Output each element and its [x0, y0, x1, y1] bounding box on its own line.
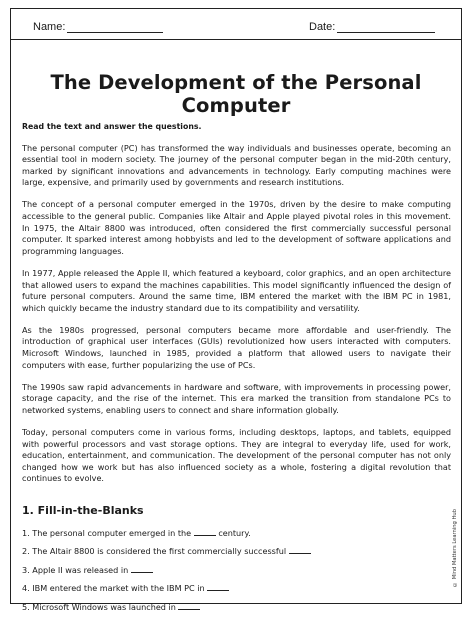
question-text: 5. Microsoft Windows was launched in: [22, 601, 176, 612]
question-4: [22, 583, 451, 595]
paragraph-2: The concept of a personal computer emerged in the 1970s, driven by the desire to make computing accessible to the general public. Companies like Altair and Apple played pivotal roles in this movement. In 1975, the Altair 8800 was introduced, often considered the first commercially successful personal computer. It sparked interest among hobbyists and led to the development of software applications and programming languages.: [22, 199, 451, 256]
section-title: 1. Fill-in-the-Blanks: [22, 503, 144, 517]
paragraph-4: As the 1980s progressed, personal computers became more affordable and user-friendly. The introduction of graphical user interfaces (GUIs) revolutionized how users interacted with computers. Microsoft Windows, launched in 1985, provided a platform that allowed users to navigate their computers with ease, further popularizing the use of PCs.: [22, 324, 451, 370]
question-2: [22, 546, 451, 558]
date-label: Date:: [309, 21, 336, 33]
question-text: 2. The Altair 8800 is considered the first commercially successful: [22, 546, 287, 557]
question-suffix: century.: [218, 527, 251, 538]
answer-blank[interactable]: [289, 546, 311, 554]
copyright-notice: © Mind Matters Learning Hub: [452, 509, 458, 587]
question-text: 4. IBM entered the market with the IBM PC in: [22, 583, 205, 594]
date-line[interactable]: [337, 20, 435, 33]
question-5: [22, 602, 451, 614]
paragraph-3: In 1977, Apple released the Apple II, which featured a keyboard, color graphics, and an open architecture that allowed users to expand the machines capabilities. This model significantly influenced the design of future personal computers. Around the same time, IBM entered the market with the IBM PC in 1981, which quickly became the industry standard due to its compatibility and versatility.: [22, 267, 451, 313]
question-1: [22, 528, 451, 540]
question-text: 3. Apple II was released in: [22, 564, 129, 575]
paragraph-6: Today, personal computers come in various forms, including desktops, laptops, and tablets, equipped with powerful processors and vast storage options. They are integral to everyday life, used for work, education, entertainment, and communication. The development of the personal computer has not only changed how we work but has also influenced society as a whole, fostering a digital revolution that continues to evolve.: [22, 426, 451, 484]
header-bar: [11, 9, 461, 40]
worksheet-frame: [10, 8, 462, 612]
page-title: The Development of the Personal Computer: [50, 71, 422, 117]
name-field[interactable]: [33, 20, 163, 33]
name-label: Name:: [33, 21, 66, 33]
answer-blank[interactable]: [207, 583, 229, 591]
answer-blank[interactable]: [194, 528, 216, 536]
date-field[interactable]: [309, 20, 435, 33]
worksheet-content: [22, 121, 451, 621]
name-line[interactable]: [67, 20, 163, 33]
instruction: Read the text and answer the questions.: [22, 122, 202, 131]
answer-blank[interactable]: [131, 565, 153, 573]
paragraph-1: The personal computer (PC) has transformed the way individuals and businesses operate, becoming an essential tool in modern society. The journey of the personal computer began in the mid-20th century, marked by significant innovations and advancements in technology. Early computing machines were large, expensive, and primarily used by governments and research institutions.: [22, 142, 451, 188]
question-3: [22, 565, 451, 577]
paragraph-5: The 1990s saw rapid advancements in hardware and software, with improvements in processing power, storage capacity, and the rise of the internet. This era marked the transition from standalone PCs to networked systems, enabling users to connect and share information globally.: [22, 381, 451, 415]
question-text: 1. The personal computer emerged in the: [22, 527, 192, 538]
answer-blank[interactable]: [178, 602, 200, 610]
